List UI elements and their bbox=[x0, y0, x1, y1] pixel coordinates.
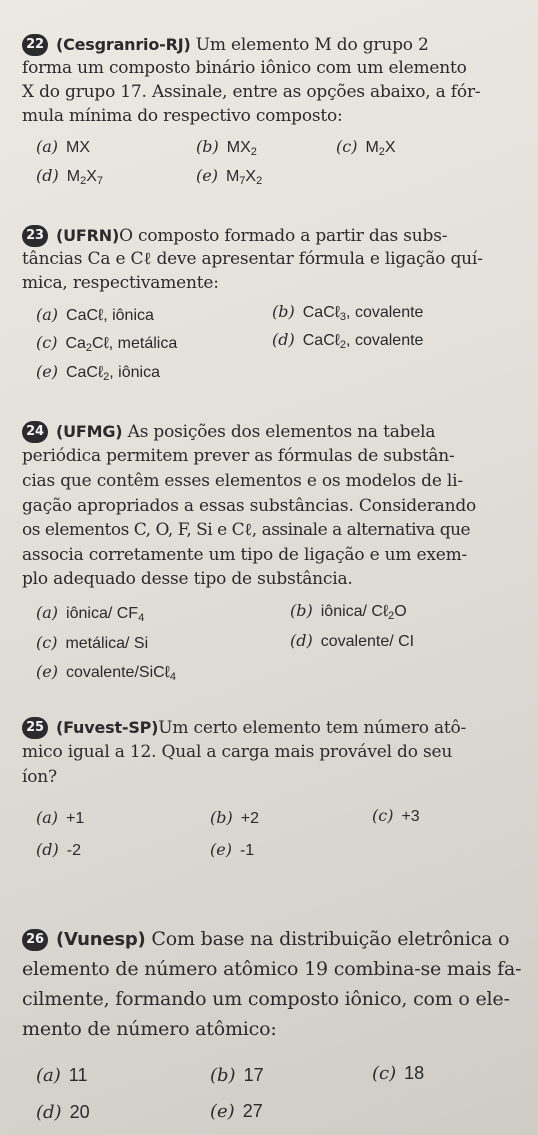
option-text: CaCℓ bbox=[302, 304, 340, 321]
option-text: CaCℓ bbox=[65, 364, 104, 381]
option-e[interactable] bbox=[196, 166, 262, 186]
question-text-line: os elementos C, O, F, Si e Cℓ, assinale a alternativa que bbox=[22, 520, 471, 540]
option-subscript: 7 bbox=[239, 175, 246, 187]
question-text-line: mico igual a 12. Qual a carga mais provável do seu bbox=[22, 742, 453, 762]
question-number-badge: 26 bbox=[22, 929, 48, 951]
question-text-line: tâncias Ca e Cℓ deve apresentar fórmula e ligação quí- bbox=[22, 249, 483, 269]
option-letter: (d) bbox=[36, 1102, 62, 1123]
option-d[interactable] bbox=[36, 166, 103, 186]
option-letter: (c) bbox=[36, 333, 58, 352]
option-text: 27 bbox=[242, 1101, 263, 1121]
option-a[interactable] bbox=[36, 603, 144, 623]
option-b[interactable] bbox=[210, 1065, 264, 1086]
question-source: (UFMG) bbox=[56, 422, 123, 441]
option-letter: (e) bbox=[210, 1101, 235, 1122]
question-number-badge: 23 bbox=[22, 225, 48, 247]
question-text-line: cias que contêm esses elementos e os modelos de li- bbox=[22, 471, 463, 491]
question-text-line: elemento de número atômico 19 combina-se mais fa- bbox=[22, 958, 522, 980]
option-letter: (d) bbox=[290, 631, 313, 650]
option-text: M bbox=[365, 139, 379, 156]
option-a[interactable] bbox=[36, 305, 154, 325]
question-text-line: mula mínima do respectivo composto: bbox=[22, 106, 343, 126]
option-e[interactable] bbox=[36, 662, 176, 682]
option-letter: (b) bbox=[290, 601, 313, 620]
option-text-mid: X bbox=[245, 168, 257, 185]
question-text-line: periódica permitem prever as fórmulas de substân- bbox=[22, 446, 455, 466]
option-e[interactable] bbox=[210, 1101, 263, 1122]
question-source: (Cesgranrio-RJ) bbox=[56, 35, 191, 54]
option-e[interactable] bbox=[210, 840, 254, 860]
option-text: 11 bbox=[68, 1065, 88, 1085]
option-letter: (d) bbox=[272, 330, 295, 349]
option-text: covalente/SiCℓ bbox=[65, 664, 170, 681]
option-text: -1 bbox=[239, 842, 255, 859]
option-text: MX bbox=[226, 139, 251, 156]
question-text-line: mento de número atômico: bbox=[22, 1018, 277, 1040]
question-number-badge: 25 bbox=[22, 717, 48, 739]
option-text: M bbox=[225, 168, 240, 185]
question-text-line: associa corretamente um tipo de ligação e um exem- bbox=[22, 545, 468, 565]
option-text: metálica/ Si bbox=[65, 635, 149, 652]
option-letter: (d) bbox=[36, 840, 59, 859]
option-b[interactable] bbox=[210, 808, 259, 828]
question-text-line: X do grupo 17. Assinale, entre as opções abaixo, a fór- bbox=[22, 82, 481, 102]
option-letter: (b) bbox=[210, 808, 233, 827]
option-letter: (c) bbox=[372, 806, 394, 825]
option-d[interactable] bbox=[272, 330, 423, 350]
question-source: (Vunesp) bbox=[56, 929, 146, 950]
option-a[interactable] bbox=[36, 137, 90, 157]
option-text: 17 bbox=[243, 1065, 264, 1085]
option-text-suffix: O bbox=[394, 603, 407, 620]
option-letter: (d) bbox=[36, 166, 59, 185]
option-text: MX bbox=[66, 139, 91, 156]
option-text: CaCℓ bbox=[302, 332, 340, 349]
option-text: +2 bbox=[240, 810, 259, 827]
option-text: covalente/ CI bbox=[320, 633, 415, 650]
option-text-suffix: Cℓ, metálica bbox=[92, 335, 178, 352]
option-letter: (b) bbox=[210, 1065, 236, 1086]
question-text-line: cilmente, formando um composto iônico, com o ele- bbox=[22, 988, 510, 1010]
option-letter: (e) bbox=[36, 362, 58, 381]
option-subscript: 2 bbox=[250, 146, 257, 158]
question-number-badge: 24 bbox=[22, 421, 48, 443]
option-text-suffix: , iônica bbox=[109, 364, 160, 381]
option-text: iônica/ Cℓ bbox=[320, 603, 389, 620]
option-subscript: 4 bbox=[169, 671, 176, 683]
question-22-header bbox=[22, 34, 429, 56]
question-source: (Fuvest-SP) bbox=[56, 718, 159, 737]
option-e[interactable] bbox=[36, 362, 160, 382]
option-text-suffix: , covalente bbox=[346, 332, 424, 349]
option-subscript: 2 bbox=[388, 610, 395, 622]
option-text: M bbox=[66, 168, 81, 185]
option-c[interactable] bbox=[36, 633, 148, 653]
option-letter: (a) bbox=[36, 137, 59, 156]
question-25-header bbox=[22, 717, 466, 739]
option-letter: (b) bbox=[196, 137, 219, 156]
option-letter: (c) bbox=[36, 633, 58, 652]
option-d[interactable] bbox=[36, 1102, 90, 1123]
option-text: iônica/ CF bbox=[66, 605, 139, 622]
question-text-line: mica, respectivamente: bbox=[22, 273, 219, 293]
option-letter: (a) bbox=[36, 1065, 61, 1086]
option-text: 18 bbox=[404, 1063, 425, 1083]
option-text: +1 bbox=[66, 810, 85, 827]
option-c[interactable] bbox=[372, 1063, 424, 1084]
option-letter: (e) bbox=[196, 166, 218, 185]
option-text: Ca bbox=[65, 335, 86, 352]
question-26-header bbox=[22, 928, 509, 951]
option-text-suffix: X bbox=[384, 139, 396, 156]
question-text-line: plo adequado desse tipo de substância. bbox=[22, 569, 353, 589]
option-b[interactable] bbox=[290, 601, 407, 621]
option-text: 20 bbox=[69, 1102, 90, 1122]
question-text-line: O composto formado a partir das subs- bbox=[119, 226, 448, 246]
option-text: CaCℓ, iônica bbox=[66, 307, 154, 324]
option-b[interactable] bbox=[196, 137, 257, 157]
option-c[interactable] bbox=[372, 806, 420, 826]
option-subscript: 4 bbox=[138, 612, 145, 624]
question-text-line: forma um composto binário iônico com um elemento bbox=[22, 58, 467, 78]
option-c[interactable] bbox=[336, 137, 396, 157]
option-d[interactable] bbox=[290, 631, 414, 651]
question-number-badge: 22 bbox=[22, 34, 48, 56]
option-subscript: 2 bbox=[339, 339, 347, 351]
option-subscript: 2 bbox=[85, 342, 93, 354]
option-text-mid: X bbox=[86, 168, 97, 185]
question-text-line: Um elemento M do grupo 2 bbox=[195, 35, 429, 55]
option-subscript: 7 bbox=[96, 175, 103, 187]
question-23-header bbox=[22, 225, 447, 247]
question-text-line: Com base na distribuição eletrônica o bbox=[151, 928, 510, 950]
option-subscript: 3 bbox=[339, 311, 347, 323]
question-text-line: íon? bbox=[22, 767, 57, 787]
option-text: -2 bbox=[66, 842, 81, 859]
option-text-suffix: , covalente bbox=[346, 304, 424, 321]
option-subscript: 2 bbox=[80, 175, 87, 187]
question-text-line: gação apropriados a essas substâncias. Considerando bbox=[22, 496, 477, 516]
option-letter: (a) bbox=[36, 808, 59, 827]
option-a[interactable] bbox=[36, 1065, 87, 1086]
option-letter: (e) bbox=[210, 840, 232, 859]
option-letter: (c) bbox=[372, 1063, 397, 1084]
question-24-header bbox=[22, 421, 435, 443]
option-d[interactable] bbox=[36, 840, 81, 860]
option-c[interactable] bbox=[36, 333, 177, 353]
option-letter: (b) bbox=[272, 302, 295, 321]
option-subscript: 2 bbox=[256, 175, 263, 187]
question-text-line: As posições dos elementos na tabela bbox=[127, 422, 436, 442]
option-subscript: 2 bbox=[103, 371, 110, 383]
question-source: (UFRN) bbox=[56, 226, 120, 245]
question-text-line: Um certo elemento tem número atô- bbox=[158, 718, 467, 738]
option-letter: (e) bbox=[36, 662, 58, 681]
option-letter: (a) bbox=[36, 305, 59, 324]
option-text: +3 bbox=[401, 808, 420, 825]
option-a[interactable] bbox=[36, 808, 84, 828]
option-letter: (c) bbox=[336, 137, 358, 156]
option-b[interactable] bbox=[272, 302, 423, 322]
option-letter: (a) bbox=[36, 603, 59, 622]
option-subscript: 2 bbox=[378, 146, 385, 158]
